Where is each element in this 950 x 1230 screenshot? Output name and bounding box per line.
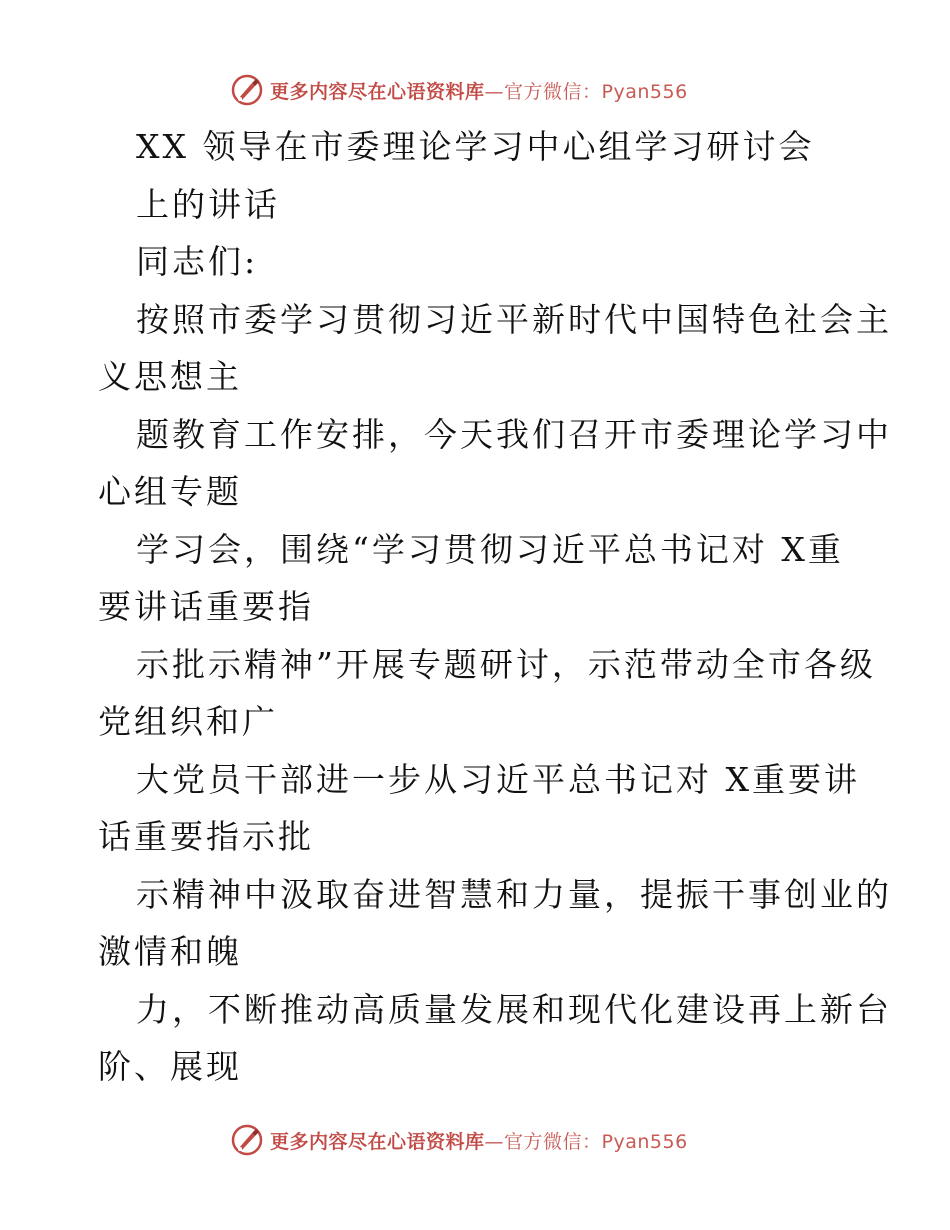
text-line: 按照市委学习贯彻习近平新时代中国特色社会主 bbox=[136, 299, 892, 339]
text-line: 党组织和广 bbox=[98, 702, 278, 741]
text-line: 心组专题 bbox=[98, 472, 242, 511]
pen-logo-icon bbox=[230, 1123, 264, 1157]
header-watermark bbox=[230, 70, 688, 110]
text-line: 示精神中汲取奋进智慧和力量，提振干事创业的 bbox=[136, 874, 892, 914]
pen-logo-icon bbox=[230, 73, 264, 107]
text-line: 激情和魄 bbox=[98, 932, 242, 971]
watermark-tail: —官方微信：Pyan556 bbox=[484, 1130, 688, 1153]
text-line: 大党员干部进一步从习近平总书记对 X重要讲 bbox=[136, 759, 860, 799]
text-line: 示批示精神”开展专题研讨，示范带动全市各级 bbox=[136, 644, 876, 684]
text-line: 学习会，围绕“学习贯彻习近平总书记对 X重 bbox=[136, 529, 844, 569]
text-line: 义思想主 bbox=[98, 357, 242, 396]
text-line: XX 领导在市委理论学习中心组学习研讨会 bbox=[136, 127, 815, 166]
watermark-tail: —官方微信：Pyan556 bbox=[484, 80, 688, 103]
watermark-main: 更多内容尽在心语资料库 bbox=[270, 80, 485, 103]
text-line: 阶、展现 bbox=[98, 1047, 242, 1086]
text-line: 同志们: bbox=[136, 242, 259, 281]
watermark-main: 更多内容尽在心语资料库 bbox=[270, 1130, 485, 1153]
text-line: 力，不断推动高质量发展和现代化建设再上新台 bbox=[136, 989, 892, 1029]
document-body bbox=[98, 118, 892, 1096]
text-line: 要讲话重要指 bbox=[98, 587, 314, 626]
text-line: 话重要指示批 bbox=[98, 817, 314, 856]
footer-watermark bbox=[230, 1120, 688, 1160]
watermark-text bbox=[270, 77, 688, 104]
watermark-text bbox=[270, 1127, 688, 1154]
text-line: 题教育工作安排，今天我们召开市委理论学习中 bbox=[136, 414, 892, 454]
text-line: 上的讲话 bbox=[136, 184, 280, 224]
